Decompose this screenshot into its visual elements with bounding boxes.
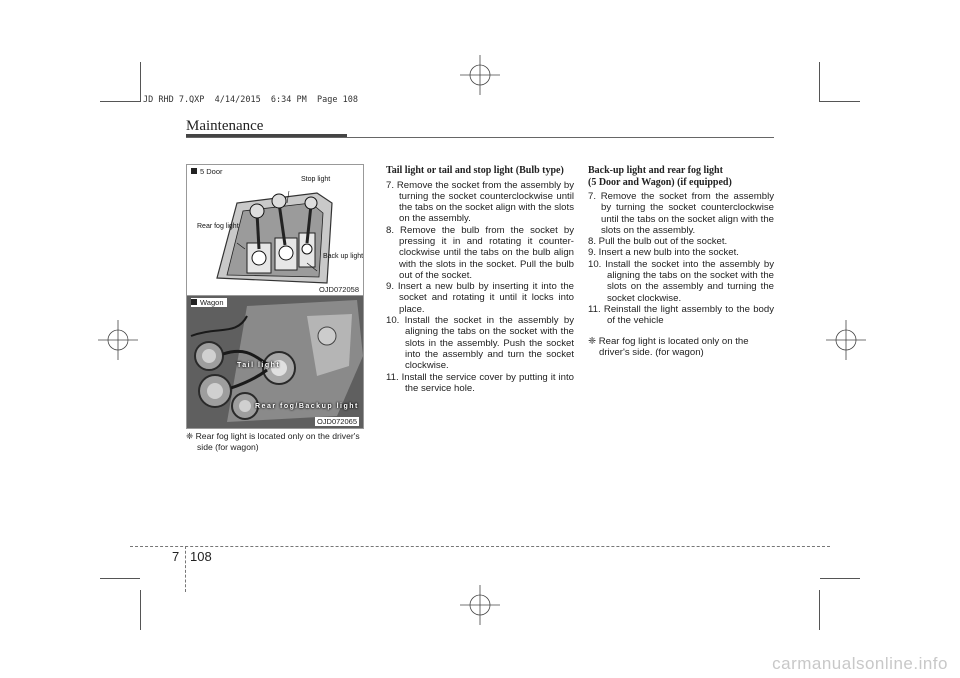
registration-mark-icon	[460, 585, 500, 625]
footer-rule	[130, 546, 830, 547]
figure-note: ❈ Rear fog light is located only on the driver's side (for wagon)	[186, 431, 360, 452]
middle-heading: Tail light or tail and stop light (Bulb type)	[386, 165, 564, 176]
right-column	[588, 165, 774, 358]
section-title: Maintenance	[186, 118, 264, 134]
middle-step: 10. Install the socket in the assembly by aligning the tabs on the socket with the slots in the assembly. Push the socket into the assembly and turn the socket clockwise.	[386, 315, 574, 372]
figure-title	[191, 167, 223, 176]
crop-mark	[820, 578, 860, 579]
watermark[interactable]: carmanualsonline.info	[772, 654, 948, 673]
crop-mark	[140, 62, 141, 102]
right-note: ❈ Rear fog light is located only on the driver's side. (for wagon)	[588, 335, 749, 358]
right-step: 11. Reinstall the light assembly to the body of the vehicle	[588, 303, 774, 327]
callout-back-up-light: Back up light	[323, 253, 364, 260]
chapter-number: 7	[172, 549, 180, 564]
right-step: 10. Install the socket into the assembly by aligning the tabs on the socket with the slots on the assembly and turning the socket clockwise.	[588, 258, 774, 304]
crop-mark	[100, 101, 140, 102]
callout-tail-light: Tail light	[237, 362, 281, 369]
square-bullet-icon	[191, 299, 197, 305]
figure-title-text: Wagon	[200, 298, 224, 307]
callout-rear-fog-backup-light: Rear fog/Backup light	[255, 403, 359, 410]
figure-wagon	[186, 295, 364, 429]
middle-column	[386, 165, 574, 394]
callout-stop-light: Stop light	[301, 176, 331, 183]
registration-mark-icon	[98, 320, 138, 360]
section-rule	[186, 137, 774, 138]
registration-mark-icon	[826, 320, 866, 360]
right-step: 8. Pull the bulb out of the socket.	[588, 236, 728, 248]
figure-title-text: 5 Door	[200, 167, 223, 176]
right-heading	[588, 165, 774, 188]
crop-mark	[820, 101, 860, 102]
tail-lamp-5door-illustration	[207, 183, 337, 291]
middle-step: 8. Remove the bulb from the socket by pressing it in and rotating it counter-clockwise until the tabs on the bulb align with the slots in the socket. Pull the bulb out of the socket.	[386, 224, 574, 281]
crop-mark	[819, 590, 820, 630]
crop-mark	[140, 590, 141, 630]
registration-mark-icon	[460, 55, 500, 95]
figure-5-door	[186, 164, 364, 297]
figure-code: OJD072058	[318, 285, 359, 294]
crop-mark	[819, 62, 820, 102]
figure-note-block	[186, 431, 364, 452]
middle-step: 9. Insert a new bulb by inserting it into the socket and rotating it until it locks into place.	[386, 281, 574, 315]
figure-code: OJD072065	[316, 417, 357, 426]
middle-step: 11. Install the service cover by putting it into the service hole.	[386, 371, 574, 394]
right-step: 7. Remove the socket from the assembly by turning the socket counterclockwise until the tabs on the socket align with the slots on the assembly.	[588, 191, 774, 236]
crop-mark	[100, 578, 140, 579]
right-heading-line2: (5 Door and Wagon) (if equipped)	[588, 176, 732, 188]
right-step: 9. Insert a new bulb into the socket.	[588, 247, 739, 259]
square-bullet-icon	[191, 168, 197, 174]
print-header: JD RHD 7.QXP 4/14/2015 6:34 PM Page 108	[143, 95, 358, 105]
footer-divider	[185, 546, 186, 592]
right-heading-line1: Back-up light and rear fog light	[588, 165, 723, 176]
figure-title	[191, 298, 227, 307]
middle-step: 7. Remove the socket from the assembly by turning the socket counterclockwise until the tabs on the socket align with the slots on the assembly.	[386, 179, 574, 225]
page-number: 108	[190, 549, 212, 564]
callout-rear-fog-light: Rear fog light	[197, 223, 239, 230]
